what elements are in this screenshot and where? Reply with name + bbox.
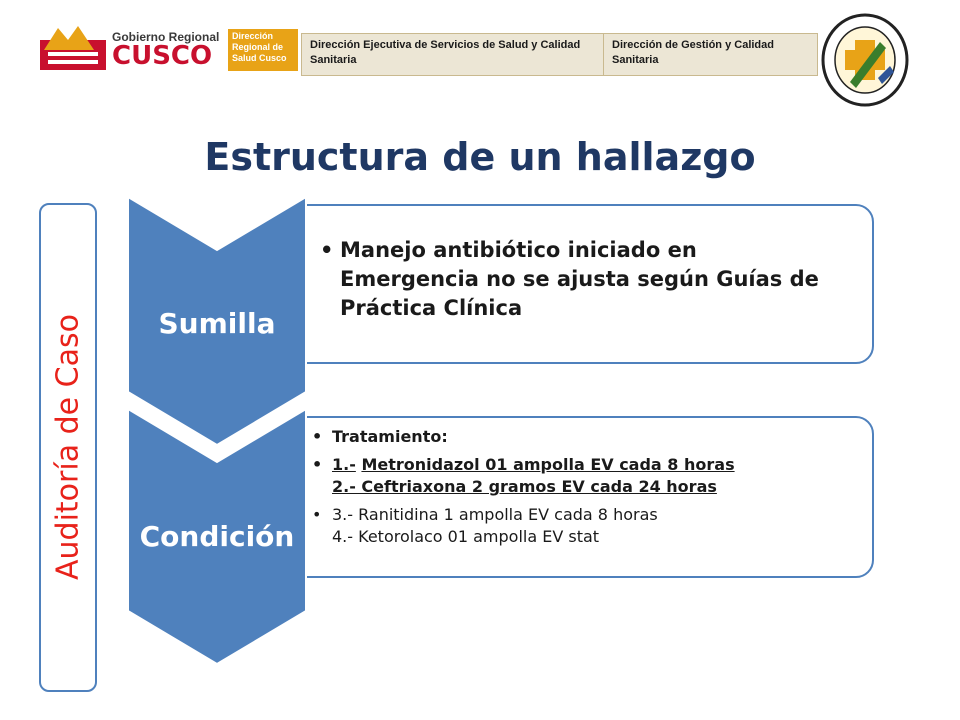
ranitidina-text: 3.- Ranitidina 1 ampolla EV cada 8 horas: [332, 505, 658, 524]
cusco-emblem-icon: [38, 20, 108, 72]
metronidazol-text: Metronidazol 01 ampolla EV cada 8 horas: [361, 455, 735, 474]
sumilla-list: [320, 236, 840, 323]
sumilla-box: [288, 204, 874, 364]
diresa-seal-icon: [820, 12, 910, 108]
logo-line2: CUSCO: [112, 41, 213, 71]
side-panel: [39, 203, 97, 692]
item-number: 1.-: [332, 455, 356, 474]
condicion-box: [288, 416, 874, 578]
condicion-label: Condición: [139, 520, 295, 553]
chevron-graphics: [128, 197, 308, 667]
sumilla-label: Sumilla: [158, 307, 276, 340]
page-title: Estructura de un hallazgo: [204, 135, 756, 179]
tratamiento-bullet: • Tratamiento:: [312, 426, 852, 448]
header-cell-gestion: Dirección de Gestión y Calidad Sanitaria: [603, 33, 818, 76]
antibiotic-bullet: [312, 454, 852, 498]
logo-badge: Dirección Regional de Salud Cusco: [228, 29, 298, 71]
header-cell-servicios: Dirección Ejecutiva de Servicios de Salud y Calidad Sanitaria: [301, 33, 604, 76]
gobierno-regional-logo: [38, 20, 300, 72]
other-meds-bullet: [312, 504, 852, 548]
side-label: Auditoría de Caso: [50, 314, 86, 580]
sumilla-bullet: • Manejo antibiótico iniciado en Emergencia no se ajusta según Guías de Práctica Clínica: [320, 236, 840, 323]
ceftriaxona-text: 2.- Ceftriaxona 2 gramos EV cada 24 horas: [332, 477, 717, 496]
ketorolaco-text: 4.- Ketorolaco 01 ampolla EV stat: [332, 527, 600, 546]
condicion-list: [312, 426, 852, 554]
logo-line1: Gobierno Regional: [112, 30, 220, 44]
